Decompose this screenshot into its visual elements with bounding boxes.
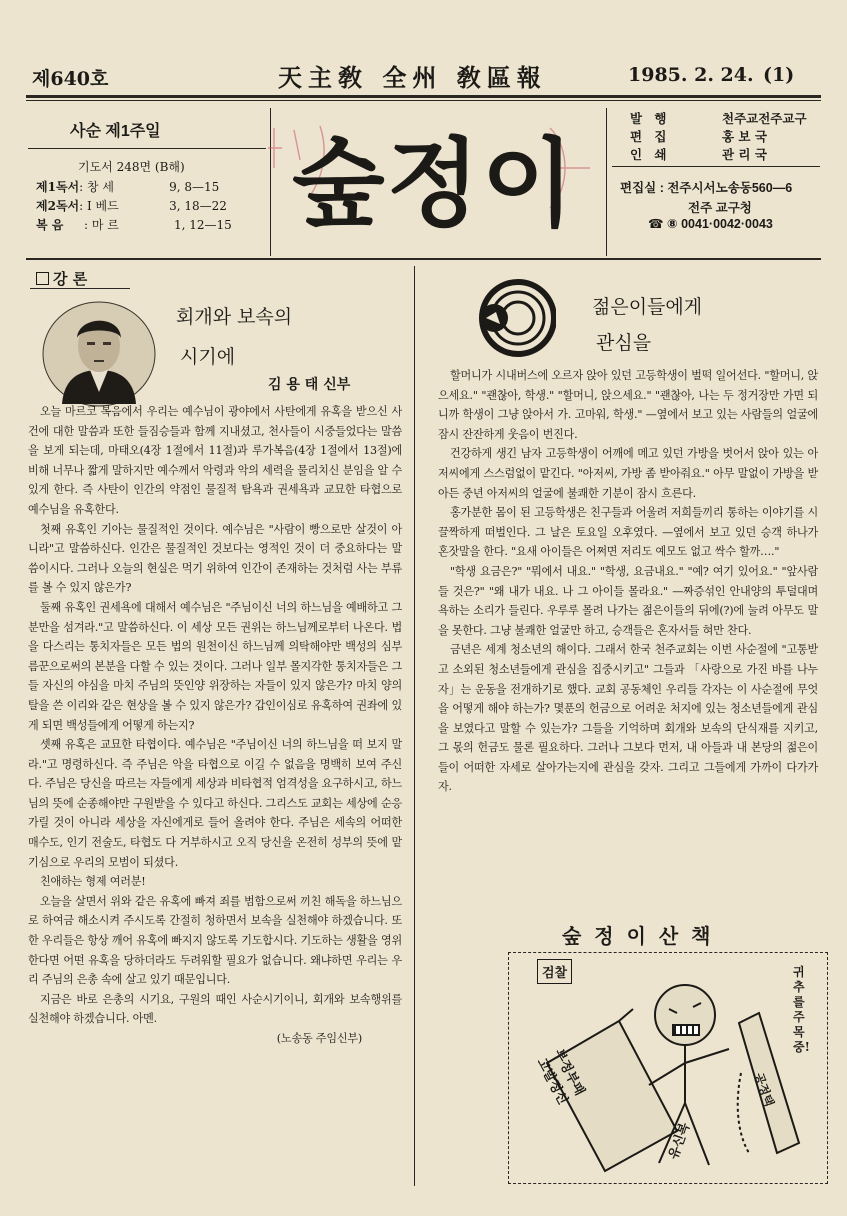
publisher-row: 편 집 홍 보 국 bbox=[630, 129, 767, 144]
paragraph: 지금은 바로 은총의 시기요, 구원의 때인 사순시기이니, 회개와 보속행위를 실천해야 하겠습니다. 아멘. bbox=[28, 992, 402, 1026]
masthead-title: 숲정이 bbox=[292, 128, 577, 240]
author-portrait bbox=[40, 300, 158, 408]
right-article-body bbox=[438, 366, 818, 797]
publisher-row: 인 쇄 관 리 국 bbox=[630, 147, 767, 162]
section-label-rule bbox=[30, 288, 130, 289]
publisher-row: 발 행 천주교전주교구 bbox=[630, 111, 807, 126]
header-rule-thin bbox=[26, 100, 821, 101]
cartoon-banner: 부정부패 고발정신 bbox=[533, 1046, 588, 1108]
paragraph: 셋째 유혹은 교묘한 타협이다. 예수님은 "주님이신 너의 하느님을 떠 보지 말라."고 명령하신다. 즉 주님은 악을 타협으로 이길 수 없음을 명백히 보여 주신다. 주님은 당신을 따르는 자들에게 세상과 비타협적 엄격성을 요구하시고, 하느님의 뜻에 순종해야만 구원받을 수 있다고 하신다. 그리스도 교회는 세상에 순응가릴 것이 아니라 세상을 자신에게로 들어 올려야 한다. 주님은 세속의 어떠한 매수도, 인기 전술도, 타협도 다 거부하시고 오직 당신을 온전히 성부의 뜻에 맡기심으로 우리의 모범이 되셨다. bbox=[28, 738, 402, 869]
cartoon-side-note: 귀추를 주목중! bbox=[793, 965, 810, 1054]
cartoon-frame bbox=[508, 952, 828, 1184]
left-article-title-2: 시기에 bbox=[180, 346, 236, 368]
liturgy-box bbox=[28, 112, 266, 240]
paragraph: 금년은 세계 청소년의 해이다. 그래서 한국 천주교회는 이번 사순절에 "고통받고 소외된 청소년들에게 관심을 집중시키고" 그들과 「사랑으로 가진 바를 나누자」는 운동을 전개하기로 했다. 교회 공동체인 우리들 각자는 이 사순절에 무엇을 어떻게 해야 하는가? 몇푼의 헌금으로 어려운 처지에 있는 청소년들에게 관심을 보였다고 말할 수 있는가? 그들을 기억하며 회개와 보속의 단식재를 지키고, 그 몫의 헌금도 물론 필요하다. 그러나 그보다 먼저, 내 아들과 내 본당의 젊은이들이 어떠한 자세로 살아가는지에 관심을 갖자. 그리고 그들에게 가까이 다가가자. bbox=[438, 643, 818, 794]
cartoon-badge: 공정택 bbox=[751, 1070, 777, 1109]
issue-date: 1985. 2. 24. bbox=[628, 64, 754, 86]
reading-row: 복 음 : 마 르 1, 12—15 bbox=[36, 218, 232, 232]
editorial-address: 편집실 : 전주시서노송동560—6 bbox=[620, 181, 793, 195]
target-icon bbox=[464, 276, 556, 360]
top-section-rule bbox=[26, 258, 821, 260]
square-icon bbox=[36, 272, 49, 285]
paragraph: 할머니가 시내버스에 오르자 앉아 있던 고등학생이 벌떡 일어선다. "할머니, 앉으세요." "괜찮아, 학생." "할머니, 앉으세요." "괜찮아, 나는 두 정거장만 가면 되니까 학생이 그냥 앉아서 가. 고마워, 학생." —옆에서 보고 있는 사람들의 얼굴에 잠시 잔잔하게 웃음이 번진다. bbox=[438, 369, 818, 441]
liturgy-rule bbox=[28, 148, 266, 149]
cartoon-bottle-label: 유신복 bbox=[666, 1120, 694, 1162]
signature: (노송동 주임신부) bbox=[276, 1032, 362, 1045]
cartoon-title: 숲 정 이 산 책 bbox=[562, 924, 714, 948]
issue-number: 제640호 bbox=[32, 68, 109, 90]
editorial-office: 전주 교구청 bbox=[688, 201, 752, 215]
editorial-phone: ☎ ⑧ 0041·0042·0043 bbox=[648, 217, 773, 231]
paragraph: 오늘을 살면서 위와 같은 유혹에 빠져 죄를 범함으로써 끼친 해독을 하느님으로 하여금 해소시켜 주시도록 간절히 청하면서 보속을 실천해야 하겠습니다. 또한 우리들은 항상 깨어 유혹에 빠지지 않도록 기도합시다. 기도하는 생활을 영위한다면 어떤 유혹을 당하더라도 두려워할 필요가 없습니다. 왜냐하면 우리는 우리 주님의 은총 속에 살고 있기 때문입니다. bbox=[28, 894, 402, 987]
cartoon-sign: 검찰 bbox=[537, 959, 572, 984]
paragraph: 오늘 마르코 복음에서 우리는 예수님이 광야에서 사탄에게 유혹을 받으신 사건에 대한 말씀과 또한 들짐승들과 함께 지내셨고, 천사들이 시중들었다는 말씀을 보게 되는데, 마태오(4장 1절에서 11절)과 루가복음(4장 1절에서 13절)에 비해 너무나 짧게 말하지만 예수께서 악령과 악의 세력을 물리치신 분임을 알 수 있게 한다. 즉 사탄이 인간의 약점인 물질적 탐욕과 권세욕과 교묘한 타협으로 예수님을 유혹한다. bbox=[28, 405, 402, 516]
right-article-title-2: 관심을 bbox=[596, 332, 652, 354]
left-article-title-1: 회개와 보속의 bbox=[176, 306, 293, 328]
readings-list bbox=[36, 178, 232, 235]
header-rule bbox=[26, 95, 821, 98]
publisher-info bbox=[630, 110, 807, 164]
publisher-rule bbox=[612, 166, 820, 167]
author-name: 김 용 태 신부 bbox=[268, 377, 351, 393]
paragraph: 친애하는 형제 여러분! bbox=[40, 875, 146, 889]
column-divider bbox=[414, 266, 415, 1186]
paragraph: 첫째 유혹인 기아는 물질적인 것이다. 예수님은 "사람이 빵으로만 살것이 아니라"고 말씀하신다. 인간은 물질적인 것보다는 영적인 것이 더 중요하다는 말씀이시다. 그러나 오늘의 현실은 먹기 위하여 인간이 존재하는 것처럼 사는 부류를 볼 수 있지 않은가? bbox=[28, 522, 402, 595]
paragraph: 둘째 유혹인 권세욕에 대해서 예수님은 "주님이신 너의 하느님을 예배하고 그분만을 섬겨라."고 말씀하신다. 이 세상 모든 권위는 하느님께로부터 나온다. 법을 다스리는 통치자들은 모든 법의 원천이신 하느님께 의탁해야만 백성의 심부름꾼으로써의 본분을 다할 수 있는 것이다. 그러나 일부 몰지각한 통치자들은 그들 자신의 야심을 마치 주님의 뜻인양 위장하는 자들이 있지 않은가? 마치 양의 탈을 쓴 이리와 같은 현상을 볼 수 있지 않은가? 갑인이심로 유혹하여 권좌에 있게 되면 백성들에게 어떻게 하는지? bbox=[28, 600, 402, 732]
section-label: 강 론 bbox=[36, 268, 87, 289]
paragraph: 홍가분한 몸이 된 고등학생은 친구들과 어울려 저희들끼리 통하는 이야기를 시끌짝하게 떠벌인다. 그 날은 토요일 오후였다. —옆에서 보고 있던 승객 하나가 혼잣말을 한다. "요새 아이들은 어쩌면 저리도 예모도 없고 싹수 할까…." bbox=[438, 506, 818, 559]
liturgy-week-title: 사순 제1주일 bbox=[70, 123, 161, 140]
paper-name: 天主敎 全州 敎區報 bbox=[278, 63, 547, 92]
right-article-title-1: 젊은이들에게 bbox=[592, 296, 703, 318]
paragraph: "학생 요금은?" "뭐에서 내요." "학생, 요금내요." "예? 여기 있어요." "앞사람들 것은?" "왜 내가 내요. 나 그 아이들 몰라요." —짜증섞인 안내양의 투덜대며 욕하는 소리가 들린다. 우루루 몰려 나가는 젊은이들의 뒤에(?)에 눌려 아무도 말을 못한다. 그냥 불쾌한 얼굴만 하고, 승객들은 혼자서들 혀만 찬다. bbox=[438, 564, 818, 637]
prayer-book: 기도서 248면 (B해) bbox=[78, 160, 185, 174]
reading-row: 제2독서: I 베드 3, 18—22 bbox=[36, 199, 227, 213]
publisher-divider bbox=[606, 108, 607, 256]
reading-row: 제1독서: 창 세 9, 8—15 bbox=[36, 180, 220, 194]
left-article-body bbox=[28, 402, 402, 1049]
paragraph: 건강하게 생긴 남자 고등학생이 어깨에 메고 있던 가방을 벗어서 앉아 있는 아저씨에게 스스럼없이 맡긴다. "아저씨, 가방 좀 받아줘요." 아무 말없이 가방을 받아든 중년 아저씨의 얼굴에 불쾌한 기분이 잠시 흐른다. bbox=[438, 447, 818, 500]
page-number: (1) bbox=[763, 64, 795, 86]
